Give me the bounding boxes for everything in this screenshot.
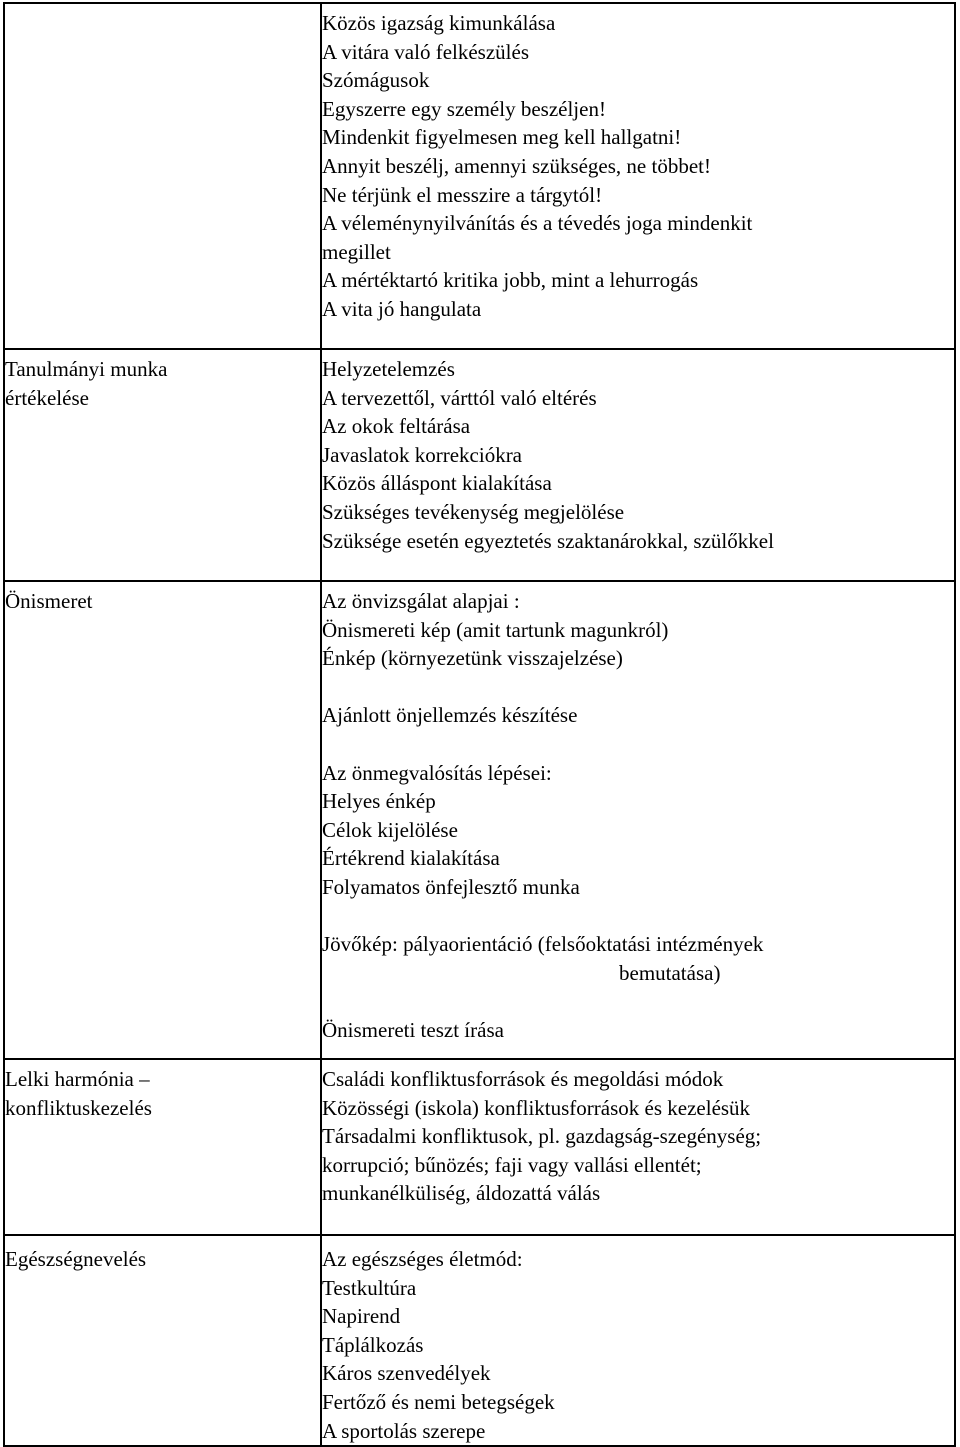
content-line: A tervezettől, várttól való eltérés [322, 385, 597, 410]
content-cell [321, 349, 955, 581]
content-line: bemutatása) [619, 960, 721, 985]
topic-cell [4, 1235, 321, 1446]
topic-line: Tanulmányi munka [5, 357, 168, 381]
content-line: Önismereti kép (amit tartunk magunkról) [322, 617, 669, 642]
topic-line: Lelki harmónia – [5, 1067, 150, 1091]
topic-cell [4, 3, 321, 349]
topic-line: értékelése [5, 385, 89, 410]
content-line: A vita jó hangulata [322, 296, 482, 321]
table-row [4, 581, 955, 1059]
content-line: A vitára való felkészülés [322, 39, 530, 64]
content-line: Ajánlott önjellemzés készítése [322, 703, 578, 728]
spacer [322, 902, 954, 931]
content-line: Helyes énkép [322, 789, 436, 814]
table-row [4, 3, 955, 349]
topic-line: Egészségnevelés [5, 1247, 147, 1271]
content-line: munkanélküliség, áldozattá válás [322, 1181, 601, 1206]
content-line: Káros szenvedélyek [322, 1361, 491, 1386]
spacer [322, 730, 954, 759]
curriculum-table [3, 2, 956, 1447]
content-line: A véleménynyilvánítás és a tévedés joga mindenkit [322, 211, 753, 236]
spacer [322, 673, 954, 702]
content-line: Önismereti teszt írása [322, 1017, 504, 1042]
content-line: Javaslatok korrekciókra [322, 442, 523, 467]
content-line: Közös igazság kimunkálása [322, 11, 556, 35]
topic-cell [4, 349, 321, 581]
content-line: Családi konfliktusforrások és megoldási módok [322, 1067, 724, 1091]
content-line: Táplálkozás [322, 1332, 424, 1357]
content-cell [321, 1059, 955, 1235]
content-line: Helyzetelemzés [322, 357, 455, 381]
content-line: Közös álláspont kialakítása [322, 471, 552, 496]
table-row [4, 1059, 955, 1235]
content-line: Az önmegvalósítás lépései: [322, 760, 552, 785]
content-line: Szüksége esetén egyeztetés szaktanárokkal, szülőkkel [322, 528, 774, 553]
topic-cell [4, 1059, 321, 1235]
content-line: Énkép (környezetünk visszajelzése) [322, 646, 623, 671]
content-line: Jövőkép: pályaorientáció (felsőoktatási intézmények [322, 932, 764, 957]
content-line: Szómágusok [322, 68, 430, 93]
content-cell [321, 1235, 955, 1446]
content-line: Mindenkit figyelmesen meg kell hallgatni! [322, 125, 682, 150]
content-line: Az egészséges életmód: [322, 1247, 523, 1271]
content-line: Célok kijelölése [322, 817, 458, 842]
table-row [4, 349, 955, 581]
content-line: megillet [322, 239, 391, 264]
content-line: Napirend [322, 1304, 401, 1329]
content-line: Szükséges tevékenység megjelölése [322, 499, 625, 524]
content-line: Az önvizsgálat alapjai : [322, 589, 520, 613]
content-line: Értékrend kialakítása [322, 846, 500, 871]
topic-line: konfliktuskezelés [5, 1095, 152, 1120]
content-line: Folyamatos önfejlesztő munka [322, 874, 580, 899]
content-line: Fertőző és nemi betegségek [322, 1389, 555, 1414]
content-line: A sportolás szerepe [322, 1418, 486, 1443]
spacer [322, 987, 954, 1016]
content-line: korrupció; bűnözés; faji vagy vallási ellentét; [322, 1152, 702, 1177]
content-cell [321, 3, 955, 349]
content-line: Társadalmi konfliktusok, pl. gazdagság-szegénység; [322, 1124, 762, 1149]
topic-cell [4, 581, 321, 1059]
topic-line: Önismeret [5, 589, 93, 613]
content-cell [321, 581, 955, 1059]
content-line: A mértéktartó kritika jobb, mint a lehurrogás [322, 268, 699, 293]
table-row [4, 1235, 955, 1446]
content-line: Ne térjünk el messzire a tárgytól! [322, 182, 603, 207]
content-line: Közösségi (iskola) konfliktusforrások és kezelésük [322, 1095, 751, 1120]
content-line: Annyit beszélj, amennyi szükséges, ne többet! [322, 153, 711, 178]
content-line: Az okok feltárása [322, 414, 471, 439]
content-line: Testkultúra [322, 1275, 417, 1300]
content-line: Egyszerre egy személy beszéljen! [322, 96, 606, 121]
